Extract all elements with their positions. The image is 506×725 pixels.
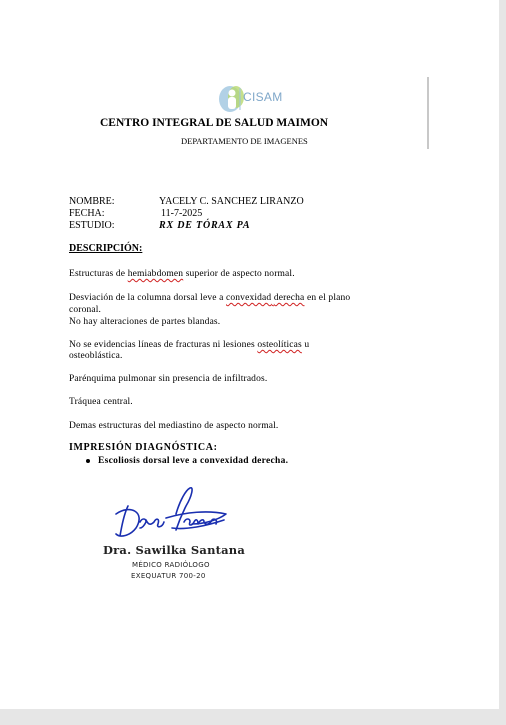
- spellcheck-word: convexidad: [226, 293, 272, 303]
- description-paragraph-4-line-2: osteoblástica.: [69, 351, 123, 361]
- estudio-label: ESTUDIO:: [69, 220, 115, 231]
- handwritten-signature-icon: [106, 484, 232, 544]
- department-title: DEPARTAMENTO DE IMAGENES: [181, 136, 308, 146]
- description-paragraph-4: No se evidencias líneas de fracturas ni lesiones osteolíticas u: [69, 340, 310, 350]
- nombre-label: NOMBRE:: [69, 196, 115, 207]
- canvas-margin-right: [499, 0, 506, 725]
- estudio-value: RX DE TÓRAX PA: [159, 220, 251, 231]
- spellcheck-word: derecha: [273, 293, 305, 303]
- signature-role: MÉDICO RADIÓLOGO: [132, 561, 210, 569]
- signature-exequatur: EXEQUATUR 700-20: [131, 572, 206, 580]
- impression-title: IMPRESIÓN DIAGNÓSTICA:: [69, 442, 218, 453]
- logo-text: CISAM: [243, 90, 283, 104]
- header-margin-line: [427, 77, 429, 149]
- fecha-value: 11-7-2025: [161, 208, 203, 219]
- description-paragraph-2: Desviación de la columna dorsal leve a convexidad derecha en el plano: [69, 293, 351, 303]
- description-paragraph-3: No hay alteraciones de partes blandas.: [69, 317, 221, 327]
- fecha-label: FECHA:: [69, 208, 105, 219]
- center-title: CENTRO INTEGRAL DE SALUD MAIMON: [100, 117, 329, 129]
- description-paragraph-5: Parénquima pulmonar sin presencia de infiltrados.: [69, 374, 268, 384]
- nombre-value: YACELY C. SANCHEZ LIRANZO: [159, 196, 304, 207]
- impression-item: Escoliosis dorsal leve a convexidad derecha.: [86, 456, 288, 466]
- bullet-icon: [86, 459, 90, 463]
- canvas-margin-bottom: [0, 709, 506, 725]
- description-paragraph-1: Estructuras de hemiabdomen superior de aspecto normal.: [69, 269, 295, 279]
- description-paragraph-7: Demas estructuras del mediastino de aspecto normal.: [69, 421, 279, 431]
- description-paragraph-2-line-2: coronal.: [69, 305, 102, 315]
- spellcheck-word: osteolíticas: [257, 340, 302, 350]
- description-title: DESCRIPCIÓN:: [69, 243, 143, 254]
- signature-name: Dra. Sawilka Santana: [103, 543, 245, 557]
- description-paragraph-6: Tráquea central.: [69, 397, 133, 407]
- spellcheck-word: hemiabdomen: [127, 269, 184, 279]
